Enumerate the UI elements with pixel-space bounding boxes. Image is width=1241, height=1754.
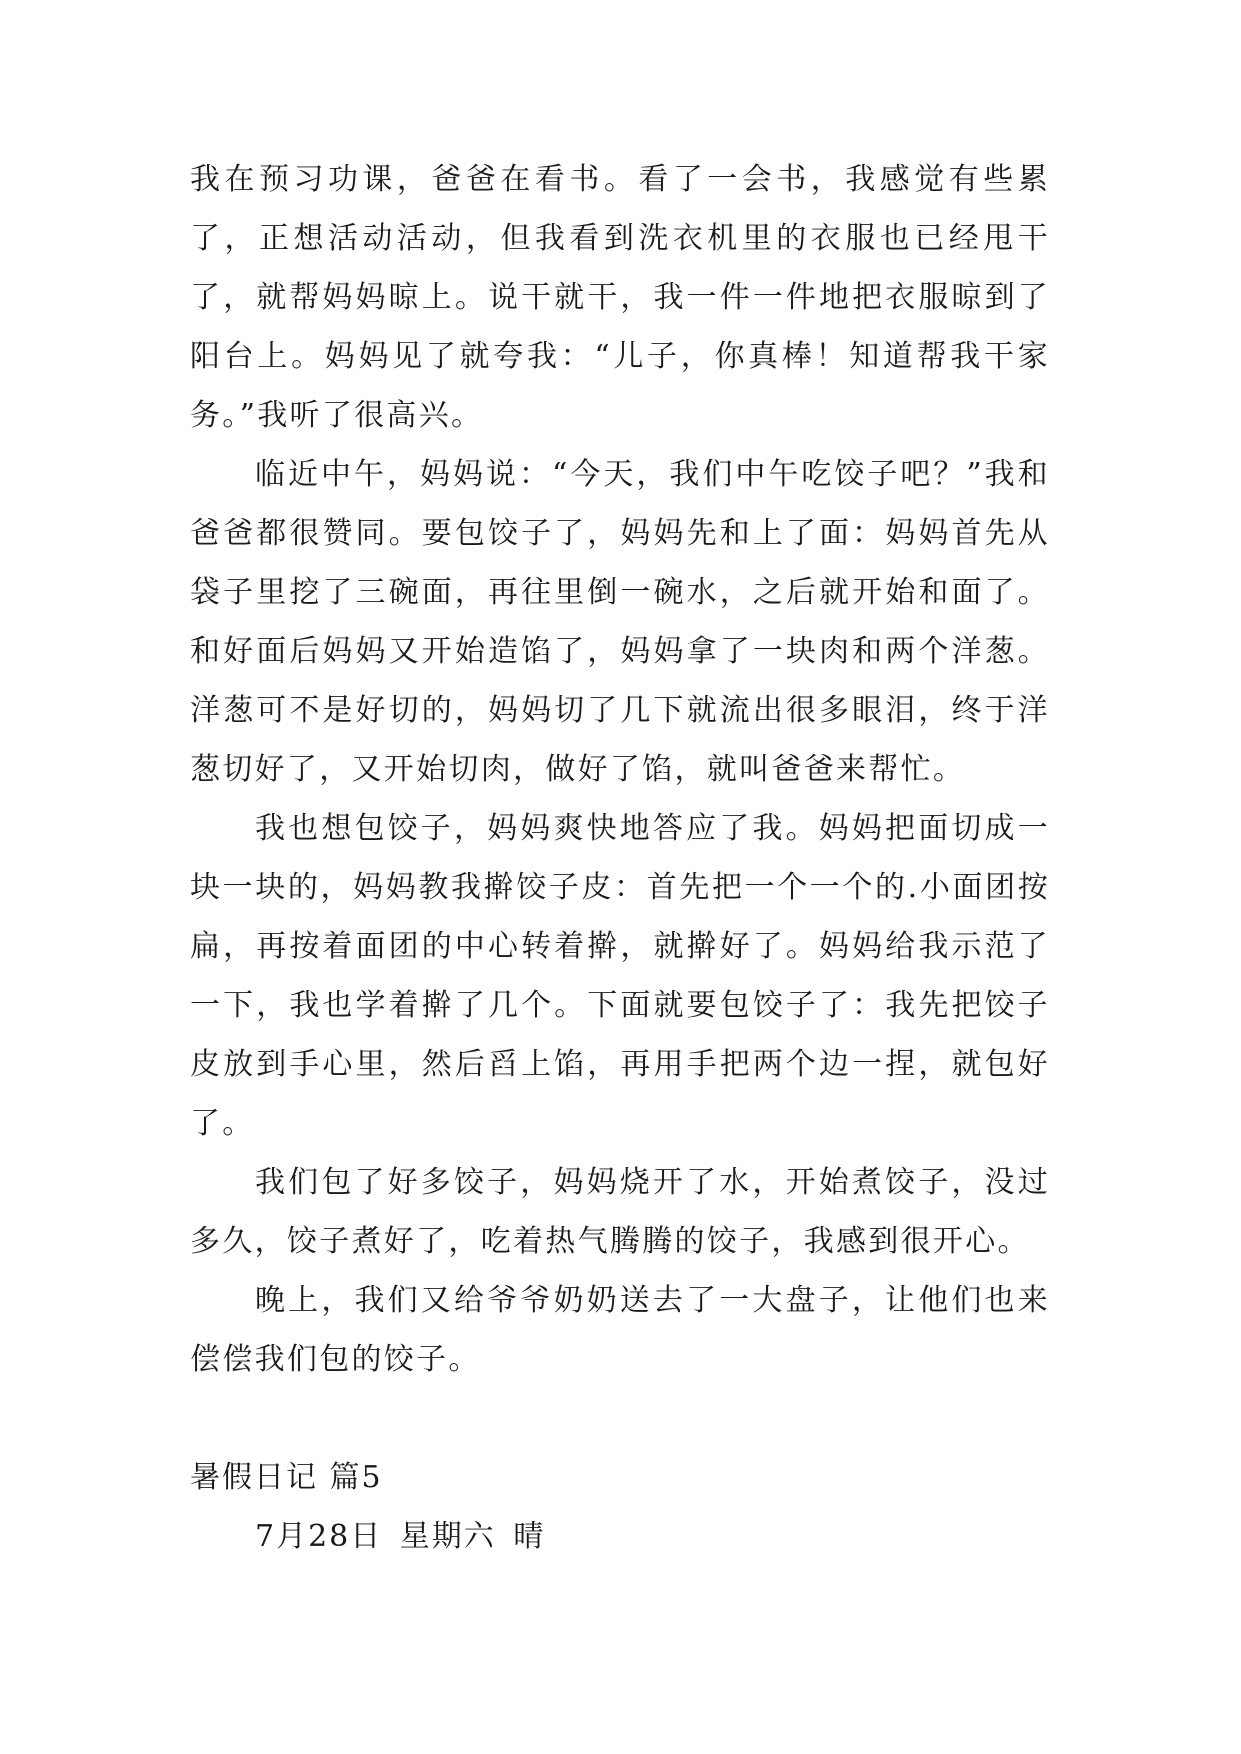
paragraph-4: 我们包了好多饺子，妈妈烧开了水，开始煮饺子，没过多久，饺子煮好了，吃着热气腾腾的饺子，我感到很开心。: [190, 1165, 1050, 1259]
document-body: [190, 150, 1050, 1566]
date-line: 7月28日 星期六 晴: [255, 1519, 546, 1554]
paragraph-5: 晚上，我们又给爷爷奶奶送去了一大盘子，让他们也来偿偿我们包的饺子。: [190, 1283, 1050, 1377]
paragraph-3: 我也想包饺子，妈妈爽快地答应了我。妈妈把面切成一块一块的，妈妈教我擀饺子皮：首先把一个一个的.小面团按扁，再按着面团的中心转着擀，就擀好了。妈妈给我示范了一下，我也学着擀了几个。下面就要包饺子了：我先把饺子皮放到手心里，然后舀上馅，再用手把两个边一捏，就包好了。: [190, 811, 1050, 1141]
paragraph-2: 临近中午，妈妈说：“今天，我们中午吃饺子吧？”我和爸爸都很赞同。要包饺子了，妈妈先和上了面：妈妈首先从袋子里挖了三碗面，再往里倒一碗水，之后就开始和面了。和好面后妈妈又开始造馅了，妈妈拿了一块肉和两个洋葱。洋葱可不是好切的，妈妈切了几下就流出很多眼泪，终于洋葱切好了，又开始切肉，做好了馅，就叫爸爸来帮忙。: [190, 457, 1050, 787]
paragraph-1: 我在预习功课，爸爸在看书。看了一会书，我感觉有些累了，正想活动活动，但我看到洗衣机里的衣服也已经甩干了，就帮妈妈晾上。说干就干，我一件一件地把衣服晾到了阳台上。妈妈见了就夸我：“儿子，你真棒！知道帮我干家务。”我听了很高兴。: [190, 162, 1050, 433]
section-title: 暑假日记 篇5: [190, 1460, 383, 1495]
